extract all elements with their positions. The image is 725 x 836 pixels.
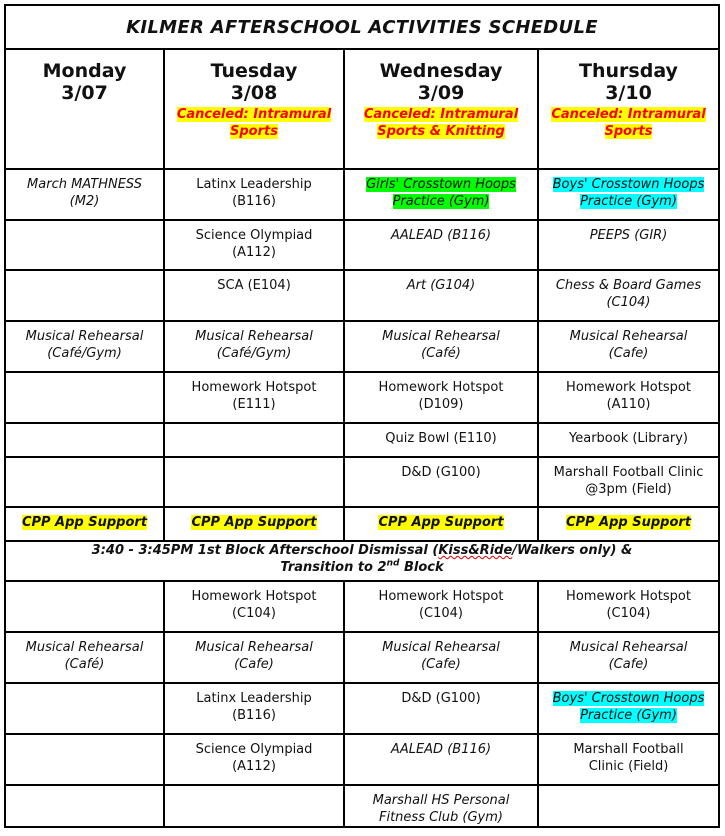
day-name: Wednesday bbox=[379, 60, 503, 82]
activity-label: Yearbook (Library) bbox=[569, 431, 688, 446]
activity-label: Musical Rehearsal (Café/Gym) bbox=[25, 329, 144, 361]
activity-cell bbox=[344, 423, 538, 457]
activity-label: Science Olympiad (A112) bbox=[195, 228, 313, 260]
activity-cell bbox=[6, 321, 164, 372]
block1-row bbox=[6, 321, 718, 372]
activity-label: Quiz Bowl (E110) bbox=[385, 431, 497, 446]
day-name: Monday bbox=[42, 60, 127, 82]
day-header-tuesday bbox=[164, 50, 344, 169]
activity-label: Marshall Football Clinic (Field) bbox=[573, 742, 684, 774]
activity-label: Musical Rehearsal (Cafe) bbox=[569, 329, 688, 361]
activity-cell bbox=[344, 734, 538, 785]
activity-label: Homework Hotspot (A110) bbox=[566, 380, 691, 412]
activity-cell bbox=[6, 734, 164, 785]
activity-cell bbox=[6, 507, 164, 541]
activity-cell bbox=[6, 785, 164, 826]
block1-row bbox=[6, 169, 718, 220]
block2-row bbox=[6, 581, 718, 632]
transition-text: nd bbox=[386, 558, 400, 569]
transition-text: 3:40 - 3:45PM 1st Block Afterschool Dismissal ( bbox=[91, 543, 439, 558]
activity-cell bbox=[164, 632, 344, 683]
transition-text: Kiss&Ride bbox=[438, 543, 513, 558]
activity-label: Musical Rehearsal (Café) bbox=[25, 640, 144, 672]
activity-label: PEEPS (GIR) bbox=[589, 228, 668, 243]
activity-label: SCA (E104) bbox=[217, 278, 291, 293]
transition-text: Transition to 2 bbox=[280, 560, 387, 575]
activity-cell bbox=[344, 683, 538, 734]
block2-row bbox=[6, 632, 718, 683]
day-date: 3/08 bbox=[230, 82, 278, 104]
activity-label: Art (G104) bbox=[406, 278, 476, 293]
activity-label: Boys' Crosstown Hoops Practice (Gym) bbox=[552, 177, 705, 209]
activity-label: Musical Rehearsal (Cafe) bbox=[195, 640, 313, 672]
day-header-monday bbox=[6, 50, 164, 169]
activity-cell bbox=[344, 457, 538, 507]
activity-cell bbox=[344, 220, 538, 270]
day-date: 3/10 bbox=[605, 82, 652, 104]
activity-cell bbox=[164, 372, 344, 423]
activity-label: March MATHNESS (M2) bbox=[27, 177, 142, 209]
activity-label: Musical Rehearsal (Café/Gym) bbox=[195, 329, 313, 361]
activity-cell bbox=[538, 683, 718, 734]
block1-row bbox=[6, 507, 718, 541]
activity-cell bbox=[6, 423, 164, 457]
activity-label: AALEAD (B116) bbox=[390, 228, 492, 243]
activity-cell bbox=[6, 581, 164, 632]
day-header-row bbox=[6, 50, 718, 169]
activity-cell bbox=[164, 321, 344, 372]
activity-label: CPP App Support bbox=[191, 515, 317, 530]
activity-cell bbox=[164, 423, 344, 457]
day-header-wednesday bbox=[344, 50, 538, 169]
day-name: Thursday bbox=[579, 60, 678, 82]
activity-cell bbox=[344, 507, 538, 541]
activity-cell bbox=[164, 507, 344, 541]
block1-row bbox=[6, 423, 718, 457]
activity-cell bbox=[538, 270, 718, 321]
transition-note bbox=[6, 541, 718, 581]
activity-cell bbox=[538, 457, 718, 507]
activity-cell bbox=[538, 169, 718, 220]
activity-cell bbox=[164, 270, 344, 321]
activity-label: Latinx Leadership (B116) bbox=[196, 177, 312, 209]
activity-label: CPP App Support bbox=[378, 515, 504, 530]
activity-label: Musical Rehearsal (Café) bbox=[382, 329, 500, 361]
activity-cell bbox=[6, 270, 164, 321]
activity-cell bbox=[164, 581, 344, 632]
block2-row bbox=[6, 734, 718, 785]
activity-cell bbox=[538, 372, 718, 423]
schedule-table bbox=[6, 50, 718, 826]
activity-cell bbox=[344, 270, 538, 321]
activity-cell bbox=[6, 372, 164, 423]
activity-cell bbox=[538, 220, 718, 270]
activity-label: Musical Rehearsal (Cafe) bbox=[382, 640, 500, 672]
activity-cell bbox=[344, 785, 538, 826]
activity-cell bbox=[538, 581, 718, 632]
activity-cell bbox=[538, 321, 718, 372]
activity-cell bbox=[6, 457, 164, 507]
activity-cell bbox=[6, 169, 164, 220]
activity-cell bbox=[164, 734, 344, 785]
activity-label: CPP App Support bbox=[565, 515, 692, 530]
block2-row bbox=[6, 785, 718, 826]
activity-label: Marshall Football Clinic @3pm (Field) bbox=[553, 465, 704, 497]
activity-label: Homework Hotspot (C104) bbox=[566, 589, 691, 621]
activity-label: Chess & Board Games (C104) bbox=[555, 278, 702, 310]
activity-label: Musical Rehearsal (Cafe) bbox=[569, 640, 688, 672]
cancellation-note: Canceled: Intramural Sports & Knitting bbox=[363, 107, 519, 139]
activity-label: AALEAD (B116) bbox=[390, 742, 492, 757]
activity-label: CPP App Support bbox=[21, 515, 148, 530]
activity-cell bbox=[538, 423, 718, 457]
activity-cell bbox=[164, 169, 344, 220]
block1-row bbox=[6, 372, 718, 423]
activity-label: D&D (G100) bbox=[401, 691, 481, 706]
activity-cell bbox=[538, 785, 718, 826]
activity-label: Marshall HS Personal Fitness Club (Gym) bbox=[372, 793, 510, 825]
schedule-document bbox=[4, 4, 720, 828]
activity-label: Girls' Crosstown Hoops Practice (Gym) bbox=[366, 177, 516, 209]
block2-row bbox=[6, 683, 718, 734]
activity-label: Homework Hotspot (D109) bbox=[378, 380, 504, 412]
activity-label: Latinx Leadership (B116) bbox=[196, 691, 312, 723]
activity-label: Boys' Crosstown Hoops Practice (Gym) bbox=[552, 691, 705, 723]
activity-cell bbox=[538, 507, 718, 541]
block1-row bbox=[6, 220, 718, 270]
transition-row bbox=[6, 541, 718, 581]
activity-label: Homework Hotspot (E111) bbox=[191, 380, 317, 412]
day-date: 3/07 bbox=[61, 82, 108, 104]
activity-label: Science Olympiad (A112) bbox=[195, 742, 313, 774]
day-name: Tuesday bbox=[210, 60, 298, 82]
activity-label: Homework Hotspot (C104) bbox=[191, 589, 317, 621]
activity-cell bbox=[6, 683, 164, 734]
block1-row bbox=[6, 270, 718, 321]
cancellation-note: Canceled: Intramural Sports bbox=[176, 107, 332, 139]
activity-cell bbox=[6, 632, 164, 683]
activity-cell bbox=[344, 321, 538, 372]
activity-label: Homework Hotspot (C104) bbox=[378, 589, 504, 621]
activity-cell bbox=[344, 372, 538, 423]
day-date: 3/09 bbox=[417, 82, 465, 104]
transition-text: Block bbox=[399, 560, 444, 575]
activity-cell bbox=[344, 169, 538, 220]
transition-text: /Walkers only) & bbox=[512, 543, 633, 558]
activity-cell bbox=[164, 220, 344, 270]
activity-cell bbox=[538, 734, 718, 785]
activity-label: D&D (G100) bbox=[401, 465, 481, 480]
activity-cell bbox=[164, 785, 344, 826]
day-header-thursday bbox=[538, 50, 718, 169]
activity-cell bbox=[344, 632, 538, 683]
schedule-title: KILMER AFTERSCHOOL ACTIVITIES SCHEDULE bbox=[6, 6, 718, 50]
activity-cell bbox=[344, 581, 538, 632]
block1-row bbox=[6, 457, 718, 507]
activity-cell bbox=[164, 457, 344, 507]
activity-cell bbox=[6, 220, 164, 270]
activity-cell bbox=[164, 683, 344, 734]
activity-cell bbox=[538, 632, 718, 683]
cancellation-note: Canceled: Intramural Sports bbox=[551, 107, 706, 139]
